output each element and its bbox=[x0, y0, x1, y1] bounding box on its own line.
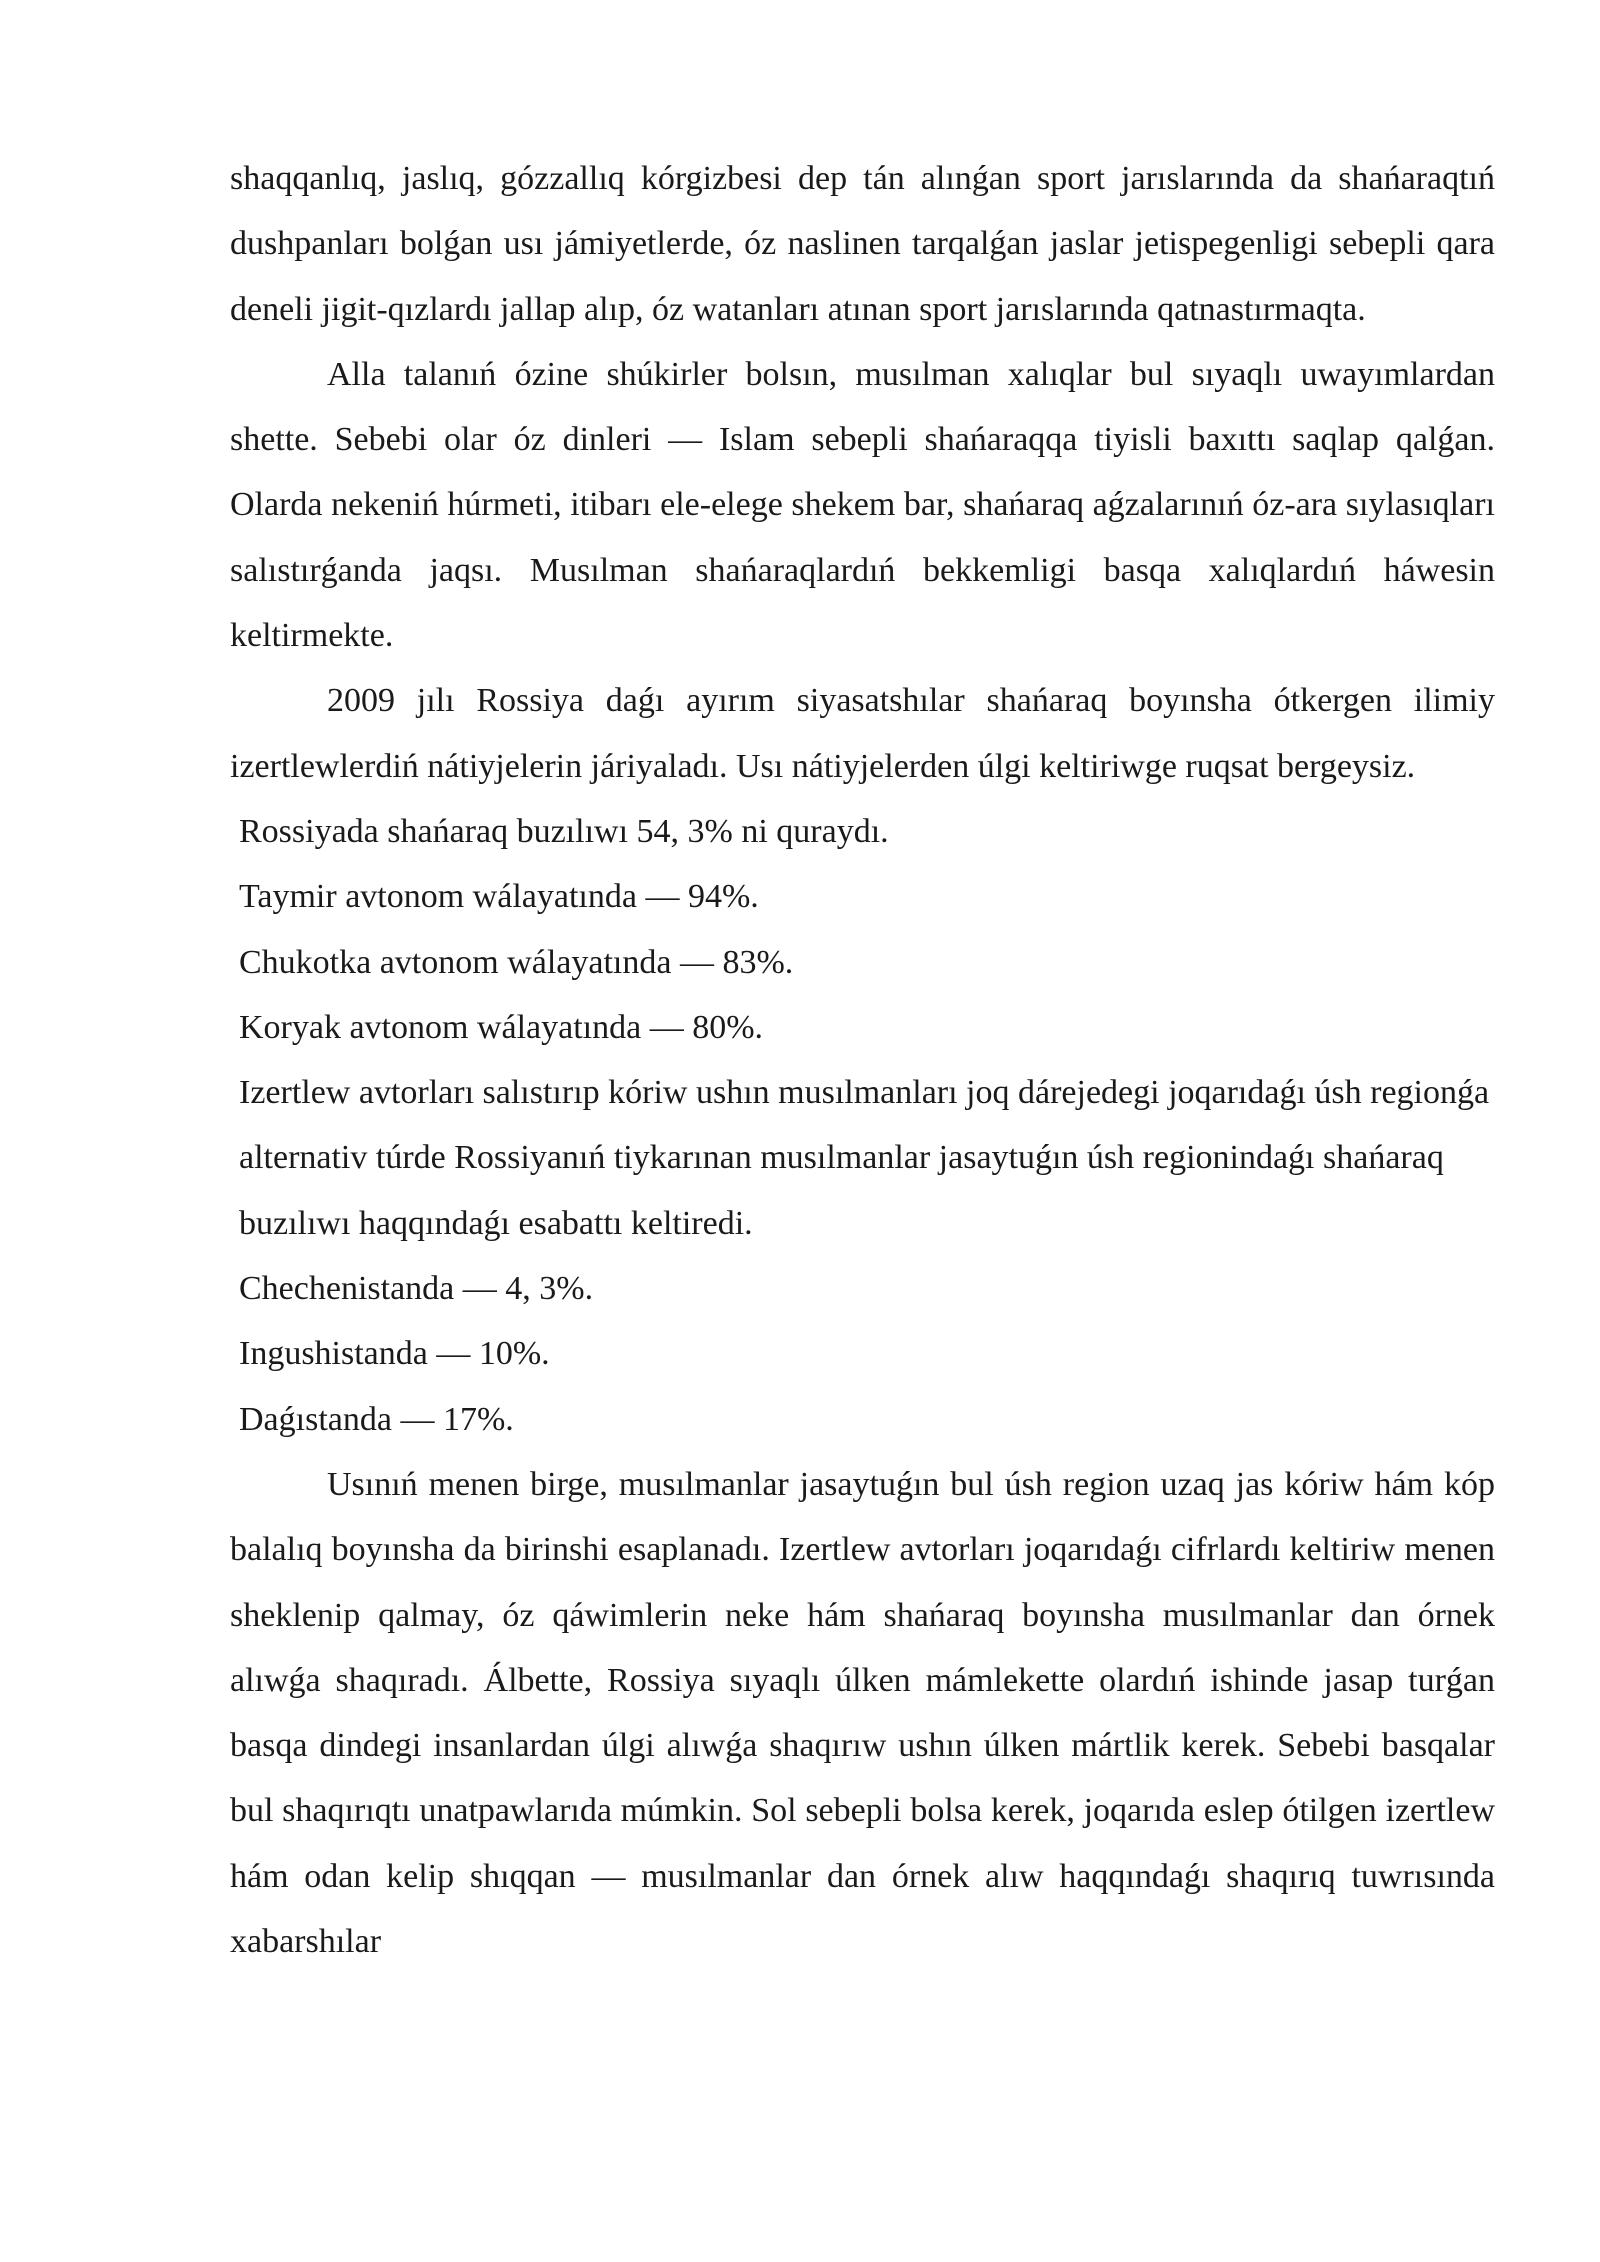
paragraph-longevity: Usınıń menen birge, musılmanlar jasaytuǵın bul úsh region uzaq jas kóriw hám kóp balalıq boyınsha da birinshi esaplanadı. Izertlew avtorları joqarıdaǵı cifrlardı keltiriw menen sheklenip qalmay, óz qáwimlerin neke hám shańaraq boyınsha musılmanlar dan órnek alıwǵa shaqıradı. Álbette, Rossiya sıyaqlı úlken mámlekette olardıń ishinde jasap turǵan basqa dindegi insanlardan úlgi alıwǵa shaqırıw ushın úlken mártlik kerek. Sebebi basqalar bul shaqırıqtı unatpawlarıda múmkin. Sol sebepli bolsa kerek, joqarıda eslep ótilgen izertlew hám odan kelip shıqqan — musılmanlar dan órnek alıw haqqındaǵı shaqırıq tuwrısında xabarshılar bbox=[230, 1465, 1495, 1961]
stat-line-dagistan: Daǵıstanda — 17%. bbox=[239, 1400, 514, 1438]
paragraph-muslim-families: Alla talanıń ózine shúkirler bolsın, musılman xalıqlar bul sıyaqlı uwayımlardan shette. Sebebi olar óz dinleri — Islam sebepli shańaraqqa tiyisli baxıttı saqlap qalǵan. Olarda nekeniń húrmeti, itibarı ele-elege shekem bar, shańaraq aǵzalarınıń óz-ara sıylasıqları salıstırǵanda jaqsı. Musılman shańaraqlardıń bekkemligi basqa xalıqlardıń háwesin keltirmekte. bbox=[230, 355, 1495, 655]
stat-line-chukotka: Chukotka avtonom wálayatında — 83%. bbox=[239, 943, 794, 981]
stat-line-chechenistan: Chechenistanda — 4, 3%. bbox=[239, 1270, 594, 1308]
stat-line-koryak: Koryak avtonom wálayatında — 80%. bbox=[239, 1008, 764, 1046]
stat-line-ingushistan: Ingushistanda — 10%. bbox=[239, 1335, 550, 1373]
paragraph-continuation: shaqqanlıq, jaslıq, gózzallıq kórgizbesi dep tán alınǵan sport jarıslarında da shańaraqtıń dushpanları bolǵan usı jámiyetlerde, óz naslinen tarqalǵan jaslar jetispegenligi sebepli qara deneli jigit-qızlardı jallap alıp, óz watanları atınan sport jarıslarında qatnastırmaqta. bbox=[230, 160, 1495, 328]
stat-line-taymir: Taymir avtonom wálayatında — 94%. bbox=[239, 878, 759, 916]
document-page bbox=[230, 146, 1495, 1974]
stat-line-russia: Rossiyada shańaraq buzılıwı 54, 3% ni quraydı. bbox=[239, 812, 889, 850]
paragraph-comparison: Izertlew avtorları salıstırıp kóriw ushın musılmanları joq dárejedegi joqarıdaǵı úsh regionǵa alternativ túrde Rossiyanıń tiykarınan musılmanlar jasaytuǵın úsh regionindaǵı shańaraq buzılıwı haqqındaǵı esabattı keltiredi. bbox=[239, 1074, 1490, 1242]
paragraph-research-2009: 2009 jılı Rossiya daǵı ayırım siyasatshılar shańaraq boyınsha ótkergen ilimiy izertlewlerdiń nátiyjelerin járiyaladı. Usı nátiyjelerden úlgi keltiriwge ruqsat bergeysiz. bbox=[230, 682, 1495, 785]
